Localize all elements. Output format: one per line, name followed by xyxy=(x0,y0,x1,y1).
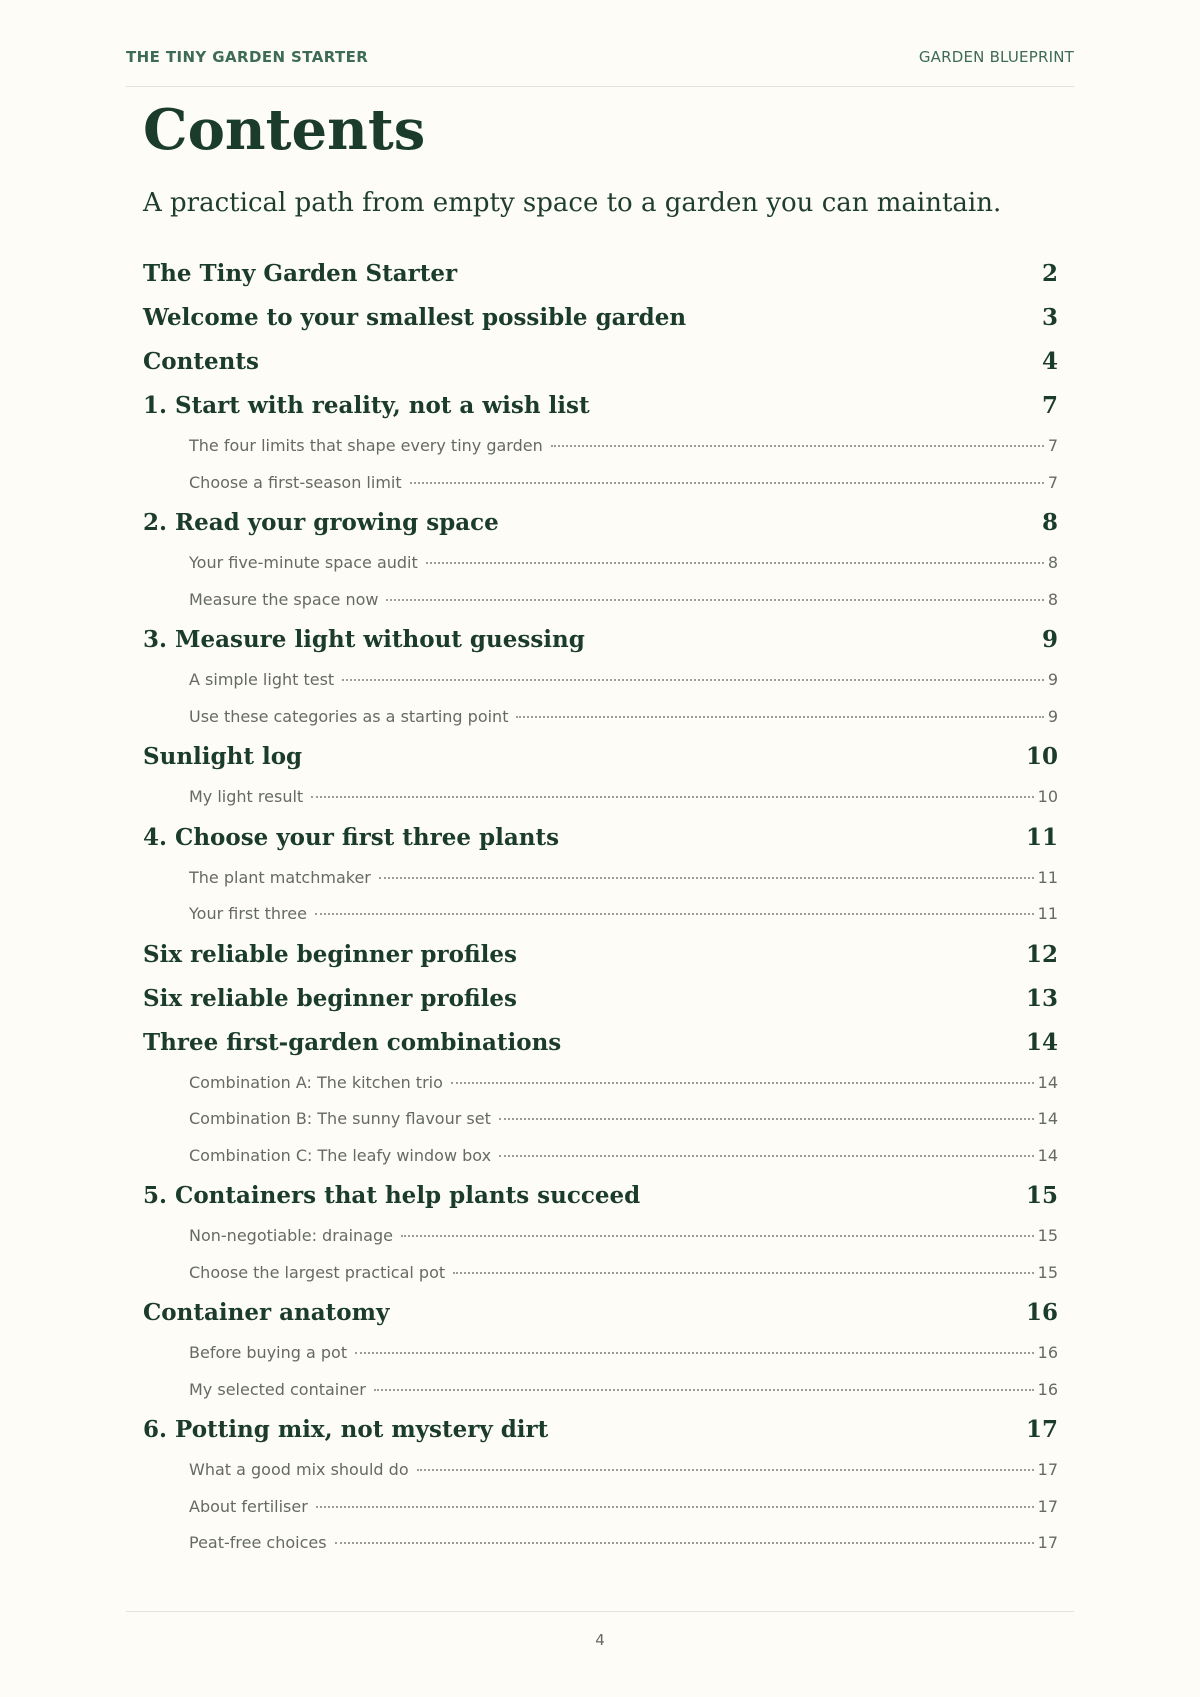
dot-leader xyxy=(451,1066,1034,1084)
toc-subentry[interactable] xyxy=(143,860,1058,897)
toc-entry[interactable] xyxy=(143,1021,1058,1065)
toc-entry-title: 2. Read your growing space xyxy=(143,509,499,536)
toc-entry[interactable] xyxy=(143,977,1058,1021)
toc-subentry[interactable] xyxy=(143,779,1058,816)
dot-leader xyxy=(379,861,1034,879)
toc-entry-title: 5. Containers that help plants succeed xyxy=(143,1182,641,1209)
toc-entry-title: Welcome to your smallest possible garden xyxy=(143,304,687,331)
toc-entry-title: 3. Measure light without guessing xyxy=(143,626,585,653)
toc-subentry[interactable] xyxy=(143,662,1058,699)
toc-section xyxy=(143,618,1058,735)
toc-entry[interactable] xyxy=(143,1291,1058,1335)
toc-subentry-title: The four limits that shape every tiny garden xyxy=(189,436,543,455)
toc-section xyxy=(143,1021,1058,1175)
toc-subentry-title: Combination C: The leafy window box xyxy=(189,1145,492,1165)
toc-entry-page: 7 xyxy=(1041,392,1058,419)
toc-entry-page: 13 xyxy=(1025,984,1058,1012)
toc-entry[interactable] xyxy=(143,618,1058,662)
toc-entry-title: Three first-garden combinations xyxy=(143,1028,562,1056)
toc-subentry-title: A simple light test xyxy=(189,670,335,689)
toc-entry-title: The Tiny Garden Starter xyxy=(143,260,458,287)
running-header xyxy=(126,48,1074,87)
toc-subentry[interactable] xyxy=(143,1372,1058,1409)
dot-leader xyxy=(342,663,1044,681)
toc-subentry[interactable] xyxy=(143,1255,1058,1292)
toc-section xyxy=(143,384,1058,501)
toc-subentry[interactable] xyxy=(143,896,1058,933)
toc-subentry-title: The plant matchmaker xyxy=(189,867,371,887)
toc-subentry-page: 14 xyxy=(1037,1072,1058,1092)
section-label: GARDEN BLUEPRINT xyxy=(918,48,1074,66)
toc-entry[interactable] xyxy=(143,1408,1058,1452)
toc-subentry[interactable] xyxy=(143,1335,1058,1372)
toc-subentry-page: 7 xyxy=(1047,436,1058,455)
toc-subentry-title: Choose the largest practical pot xyxy=(189,1262,446,1282)
toc-entry-page: 2 xyxy=(1041,260,1058,287)
toc-entry[interactable] xyxy=(143,296,1058,340)
toc-subentry[interactable] xyxy=(143,465,1058,502)
toc-entry-page: 14 xyxy=(1025,1028,1058,1056)
toc-subentry[interactable] xyxy=(143,1065,1058,1102)
toc-section xyxy=(143,735,1058,816)
toc-subentry-page: 16 xyxy=(1037,1343,1058,1362)
toc-subentry-page: 14 xyxy=(1037,1109,1058,1128)
toc-subentry-page: 15 xyxy=(1037,1262,1058,1282)
book-title: THE TINY GARDEN STARTER xyxy=(126,48,369,66)
dot-leader xyxy=(453,1256,1033,1274)
dot-leader xyxy=(551,429,1044,447)
toc-entry[interactable] xyxy=(143,340,1058,384)
toc-subentry-title: Peat-free choices xyxy=(189,1533,327,1552)
toc-subentry-title: Use these categories as a starting point xyxy=(189,706,509,726)
toc-subentry-title: Combination A: The kitchen trio xyxy=(189,1072,443,1092)
toc-subentry[interactable] xyxy=(143,699,1058,736)
toc-subentry[interactable] xyxy=(143,582,1058,619)
toc-subentry-page: 8 xyxy=(1047,589,1058,609)
toc-subentry-page: 7 xyxy=(1047,472,1058,492)
toc-subentry[interactable] xyxy=(143,545,1058,582)
toc-subentry-page: 17 xyxy=(1037,1533,1058,1552)
toc-entry[interactable] xyxy=(143,501,1058,545)
toc-section xyxy=(143,252,1058,296)
toc-subentry-page: 17 xyxy=(1037,1496,1058,1516)
toc-subentry-title: Before buying a pot xyxy=(189,1343,348,1362)
toc-entry-title: Container anatomy xyxy=(143,1299,390,1326)
toc-entry-page: 11 xyxy=(1025,823,1058,851)
toc-entry-page: 17 xyxy=(1025,1416,1058,1443)
page-footer xyxy=(126,1611,1074,1649)
dot-leader xyxy=(417,1453,1034,1471)
toc-subentry[interactable] xyxy=(143,1101,1058,1138)
toc-section xyxy=(143,933,1058,977)
dot-leader xyxy=(311,780,1033,798)
toc-entry-title: Contents xyxy=(143,348,259,375)
toc-entry-page: 15 xyxy=(1025,1182,1058,1209)
toc-entry-page: 10 xyxy=(1025,743,1058,770)
toc-subentry-title: Your five-minute space audit xyxy=(189,553,418,572)
toc-entry[interactable] xyxy=(143,252,1058,296)
dot-leader xyxy=(315,897,1034,915)
dot-leader xyxy=(335,1526,1034,1544)
toc-subentry[interactable] xyxy=(143,1489,1058,1526)
toc-subentry-title: About fertiliser xyxy=(189,1496,308,1516)
toc-section xyxy=(143,1174,1058,1291)
toc-subentry-page: 15 xyxy=(1037,1226,1058,1245)
dot-leader xyxy=(401,1219,1034,1237)
toc-subentry-page: 16 xyxy=(1037,1379,1058,1399)
toc-subentry-page: 11 xyxy=(1037,867,1058,887)
toc-section xyxy=(143,1408,1058,1562)
toc-entry-page: 4 xyxy=(1041,348,1058,375)
toc-subentry[interactable] xyxy=(143,1218,1058,1255)
toc-section xyxy=(143,816,1058,933)
dot-leader xyxy=(499,1139,1034,1157)
toc-subentry-page: 9 xyxy=(1047,706,1058,726)
toc-subentry[interactable] xyxy=(143,1452,1058,1489)
toc-entry-page: 12 xyxy=(1025,940,1058,968)
page-title: Contents xyxy=(143,97,426,163)
toc-section xyxy=(143,1291,1058,1408)
toc-subentry-title: Your first three xyxy=(189,904,307,923)
table-of-contents xyxy=(143,252,1058,1562)
dot-leader xyxy=(499,1102,1034,1120)
toc-subentry[interactable] xyxy=(143,1138,1058,1175)
toc-entry-title: 1. Start with reality, not a wish list xyxy=(143,392,590,419)
dot-leader xyxy=(316,1490,1034,1508)
toc-subentry-title: Choose a first-season limit xyxy=(189,472,402,492)
toc-entry-title: Sunlight log xyxy=(143,743,303,770)
toc-section xyxy=(143,296,1058,340)
toc-subentry[interactable] xyxy=(143,1525,1058,1562)
toc-subentry-title: Combination B: The sunny flavour set xyxy=(189,1109,491,1128)
toc-entry[interactable] xyxy=(143,816,1058,860)
toc-subentry-title: Measure the space now xyxy=(189,589,379,609)
toc-entry[interactable] xyxy=(143,933,1058,977)
toc-entry-title: 4. Choose your first three plants xyxy=(143,823,560,851)
toc-subentry-page: 8 xyxy=(1047,553,1058,572)
toc-entry-page: 3 xyxy=(1041,304,1058,331)
dot-leader xyxy=(355,1336,1034,1354)
toc-subentry-page: 11 xyxy=(1037,904,1058,923)
toc-entry[interactable] xyxy=(143,1174,1058,1218)
toc-subentry-page: 14 xyxy=(1037,1145,1058,1165)
page-number: 4 xyxy=(595,1631,605,1649)
toc-subentry-page: 10 xyxy=(1037,787,1058,806)
toc-section xyxy=(143,501,1058,618)
toc-entry[interactable] xyxy=(143,384,1058,428)
dot-leader xyxy=(426,546,1044,564)
toc-entry-page: 8 xyxy=(1041,509,1058,536)
toc-subentry-title: Non-negotiable: drainage xyxy=(189,1226,393,1245)
dot-leader xyxy=(386,583,1043,601)
toc-entry-title: 6. Potting mix, not mystery dirt xyxy=(143,1416,549,1443)
toc-subentry-title: My light result xyxy=(189,787,304,806)
toc-section xyxy=(143,977,1058,1021)
toc-section xyxy=(143,340,1058,384)
toc-entry-page: 9 xyxy=(1041,626,1058,653)
dot-leader xyxy=(516,700,1043,718)
dot-leader xyxy=(410,466,1044,484)
dot-leader xyxy=(374,1373,1034,1391)
toc-entry[interactable] xyxy=(143,735,1058,779)
toc-entry-title: Six reliable beginner profiles xyxy=(143,940,517,968)
toc-subentry[interactable] xyxy=(143,428,1058,465)
toc-entry-title: Six reliable beginner profiles xyxy=(143,984,517,1012)
toc-subentry-page: 17 xyxy=(1037,1460,1058,1479)
toc-entry-page: 16 xyxy=(1025,1299,1058,1326)
toc-subentry-page: 9 xyxy=(1047,670,1058,689)
page-subtitle: A practical path from empty space to a garden you can maintain. xyxy=(143,188,1002,218)
toc-subentry-title: What a good mix should do xyxy=(189,1460,409,1479)
toc-subentry-title: My selected container xyxy=(189,1379,366,1399)
